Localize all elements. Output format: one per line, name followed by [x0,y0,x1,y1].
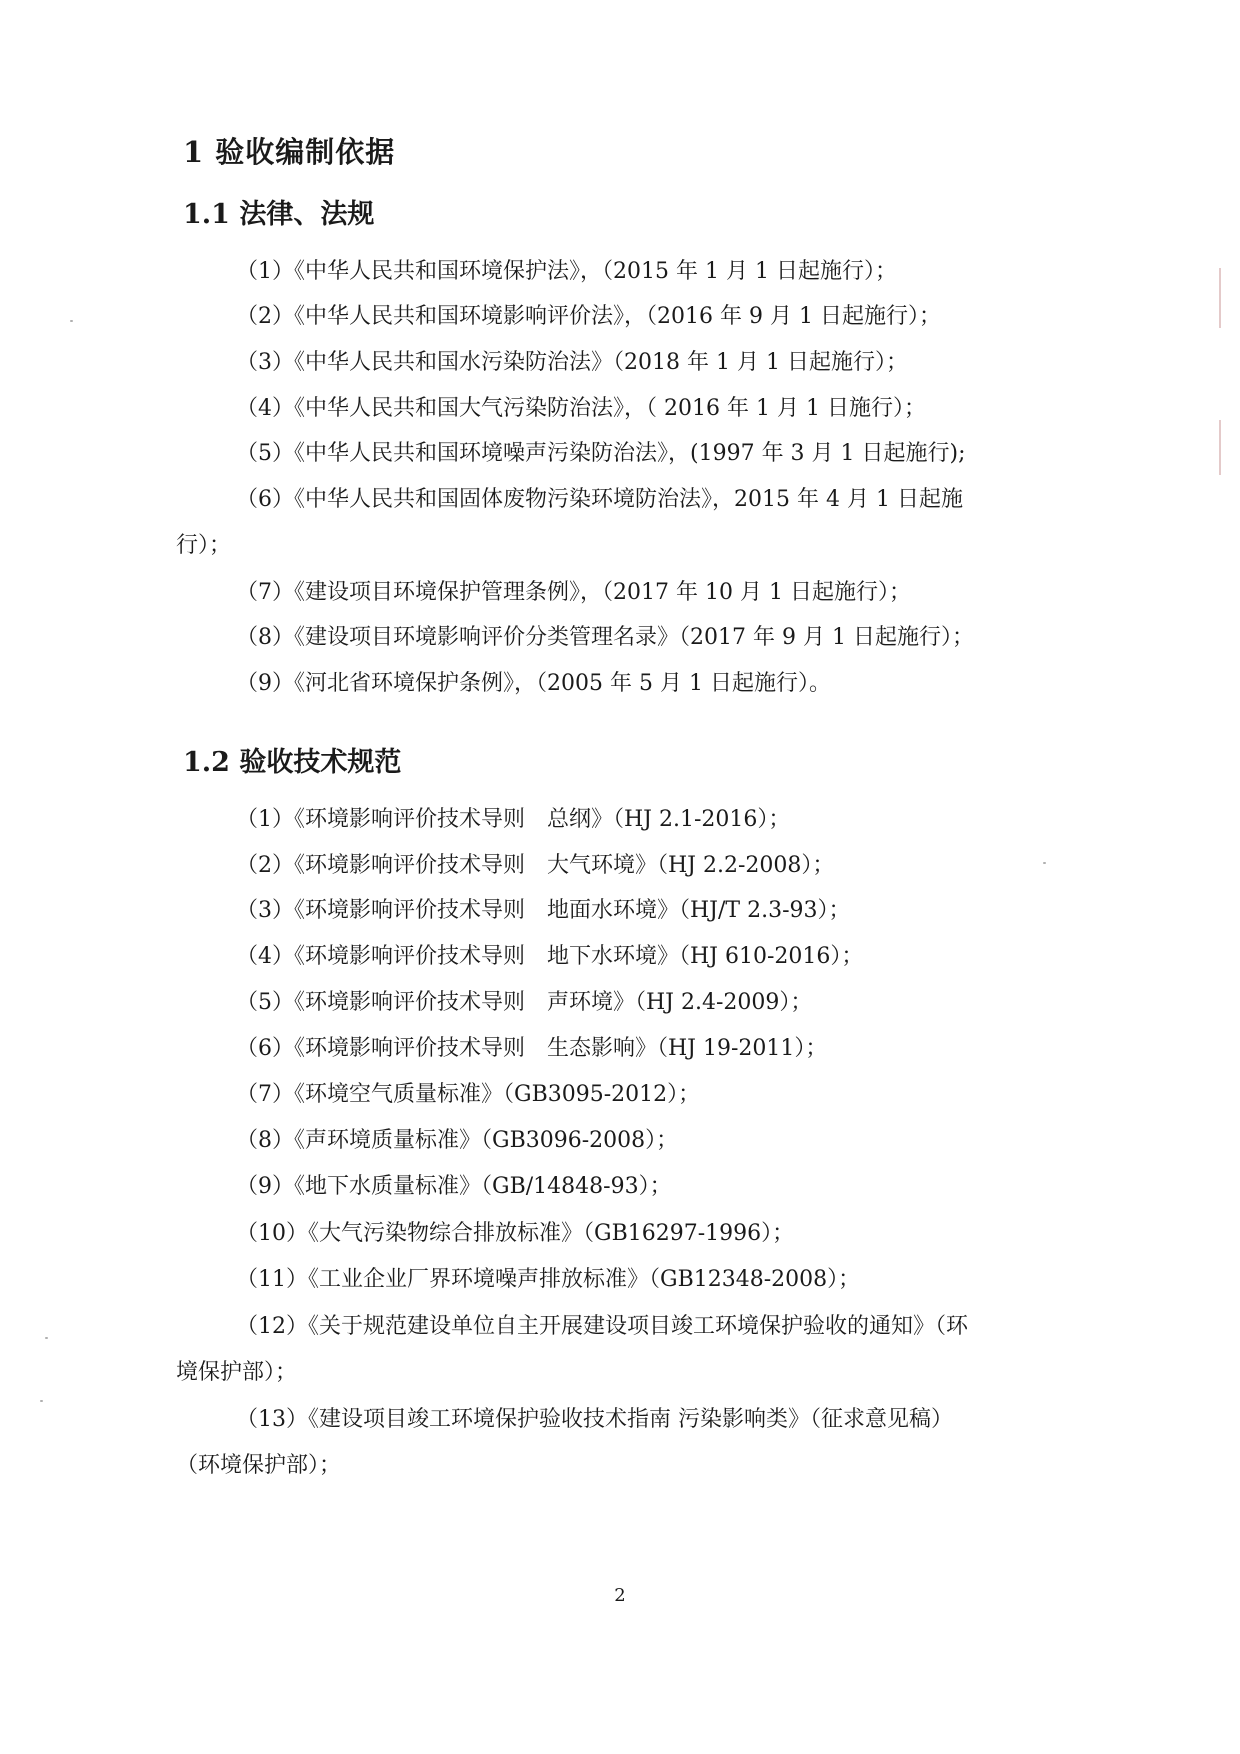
spec-item-4: （4）《环境影响评价技术导则 地下水环境》（HJ 610-2016）； [236,944,864,969]
scan-speck [45,1337,48,1339]
spec-item-8: （8）《声环境质量标准》（GB3096-2008）； [236,1128,679,1153]
spec-item-5: （5）《环境影响评价技术导则 声环境》（HJ 2.4-2009）； [236,990,813,1015]
scan-speck [40,1400,43,1402]
spec-item-12-continuation: 境保护部）； [176,1360,298,1385]
section-heading-1: 1 验收编制依据 [183,135,396,169]
section-heading-1-2: 1.2 验收技术规范 [183,747,402,778]
law-item-6: （6）《中华人民共和国固体废物污染环境防治法》，2015 年 4 月 1 日起施 [236,487,963,512]
law-item-2: （2）《中华人民共和国环境影响评价法》，（2016 年 9 月 1 日起施行）； [236,304,941,329]
page-number: 2 [614,1585,626,1606]
scan-artifact [1219,268,1221,328]
law-item-6-continuation: 行）； [176,533,232,558]
section-heading-1-1: 1.1 法律、法规 [183,199,375,230]
spec-item-9: （9）《地下水质量标准》（GB/14848-93）； [236,1174,672,1199]
spec-item-7: （7）《环境空气质量标准》（GB3095-2012）； [236,1082,701,1107]
spec-item-1: （1）《环境影响评价技术导则 总纲》（HJ 2.1-2016）； [236,807,791,832]
spec-item-6: （6）《环境影响评价技术导则 生态影响》（HJ 19-2011）； [236,1036,828,1061]
scan-artifact [1219,420,1221,475]
scan-speck [70,320,73,322]
law-item-1: （1）《中华人民共和国环境保护法》，（2015 年 1 月 1 日起施行）； [236,259,897,284]
law-item-5: （5）《中华人民共和国环境噪声污染防治法》，(1997 年 3 月 1 日起施行); [236,441,966,466]
spec-item-11: （11）《工业企业厂界环境噪声排放标准》（GB12348-2008）； [236,1267,861,1292]
law-item-3: （3）《中华人民共和国水污染防治法》（2018 年 1 月 1 日起施行）； [236,350,908,375]
spec-item-10: （10）《大气污染物综合排放标准》（GB16297-1996）； [236,1221,795,1246]
spec-item-13-continuation: （环境保护部）； [176,1453,342,1478]
scan-speck [1043,862,1046,864]
law-item-8: （8）《建设项目环境影响评价分类管理名录》（2017 年 9 月 1 日起施行）； [236,625,974,650]
spec-item-12: （12）《关于规范建设单位自主开展建设项目竣工环境保护验收的通知》（环 [236,1314,968,1339]
law-item-7: （7）《建设项目环境保护管理条例》，（2017 年 10 月 1 日起施行）； [236,580,911,605]
spec-item-3: （3）《环境影响评价技术导则 地面水环境》（HJ/T 2.3-93）； [236,898,851,923]
spec-item-13: （13）《建设项目竣工环境保护验收技术指南 污染影响类》（征求意见稿） [236,1407,953,1432]
law-item-4: （4）《中华人民共和国大气污染防治法》，（ 2016 年 1 月 1 日施行）； [236,396,926,421]
law-item-9: （9）《河北省环境保护条例》，（2005 年 5 月 1 日起施行）。 [236,671,831,696]
spec-item-2: （2）《环境影响评价技术导则 大气环境》（HJ 2.2-2008）； [236,853,835,878]
